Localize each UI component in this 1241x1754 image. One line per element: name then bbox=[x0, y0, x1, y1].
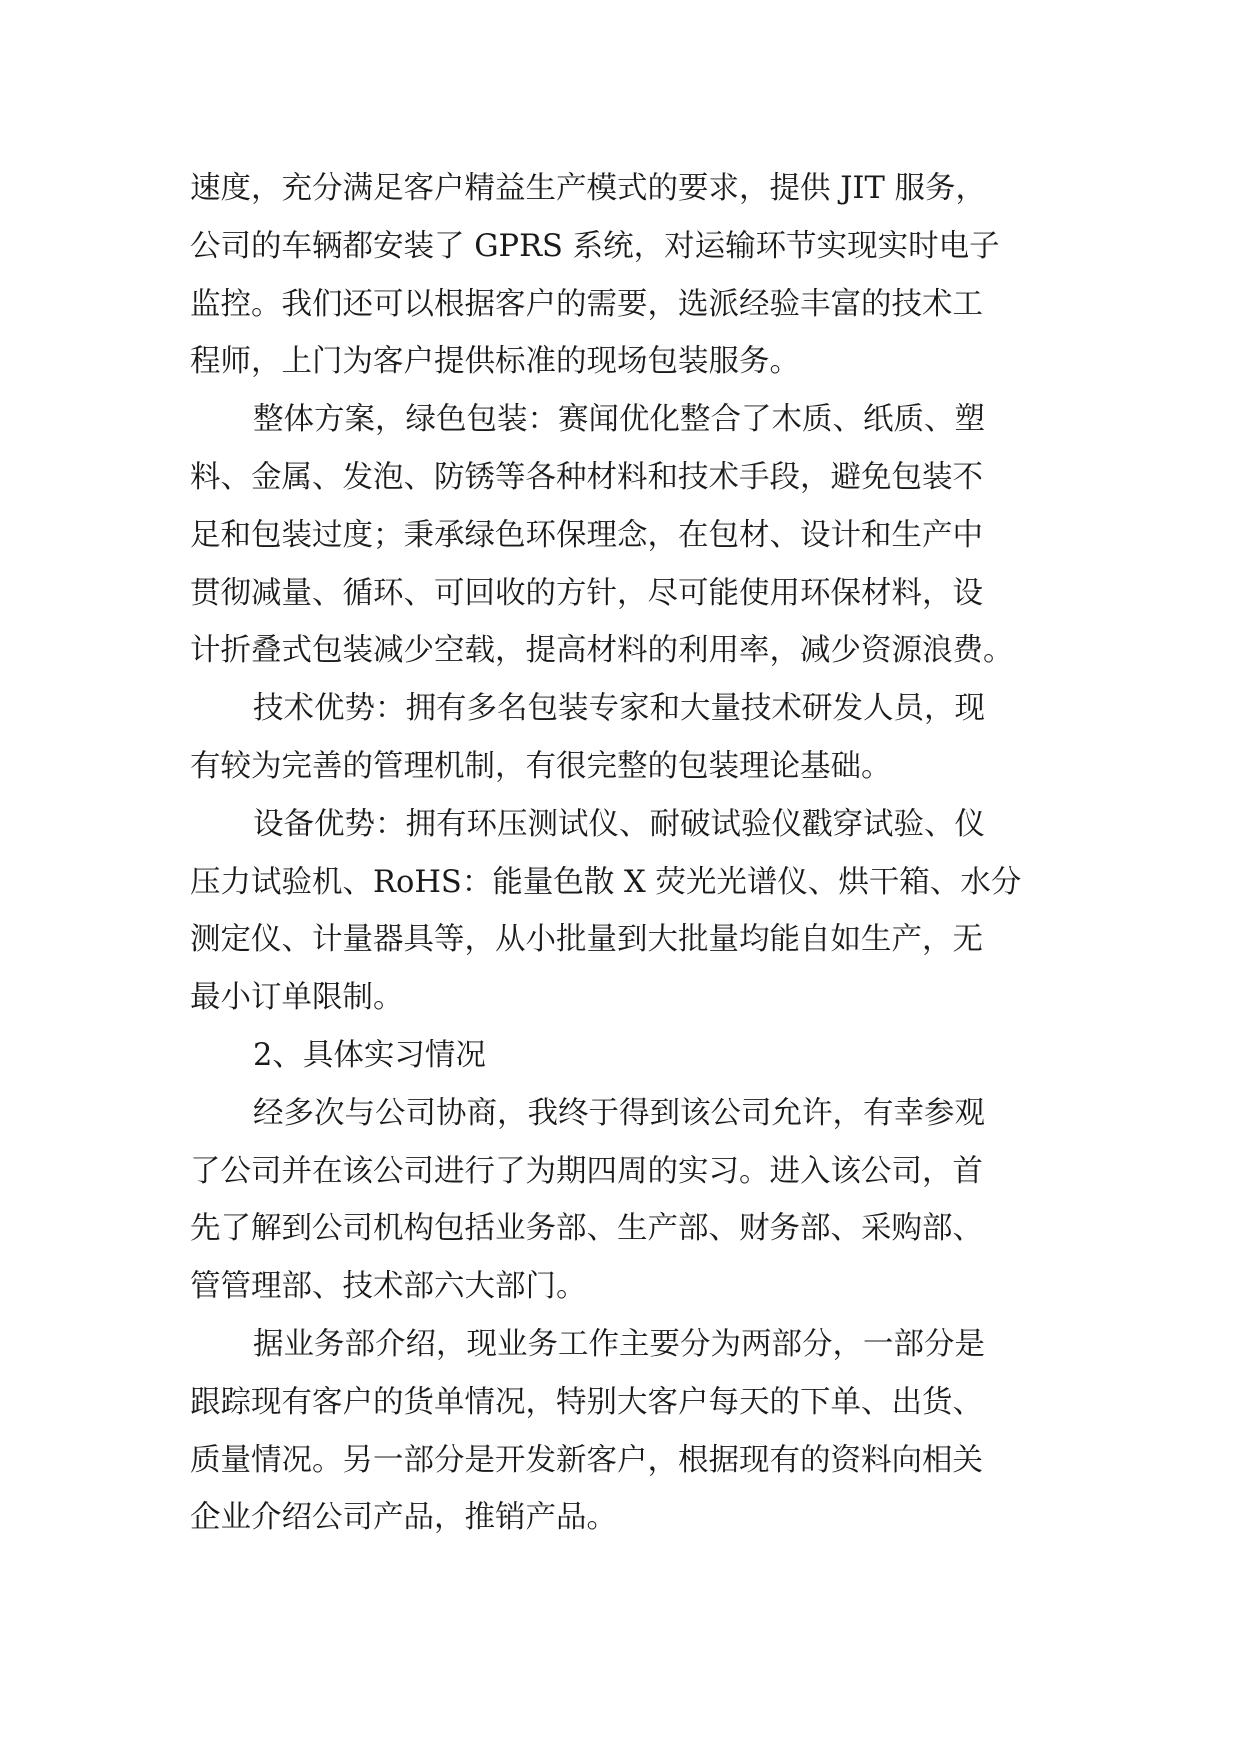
text-line: 公司的车辆都安装了 GPRS 系统，对运输环节实现实时电子 bbox=[190, 228, 1000, 264]
text-line: 料、金属、发泡、防锈等各种材料和技术手段，避免包装不 bbox=[190, 459, 983, 495]
text-line: 有较为完善的管理机制，有很完整的包装理论基础。 bbox=[190, 748, 892, 784]
text-line: 程师，上门为客户提供标准的现场包装服务。 bbox=[190, 344, 800, 380]
paragraph-start-line: 整体方案，绿色包装：赛闻优化整合了木质、纸质、塑 bbox=[253, 402, 985, 438]
text-line: 质量情况。另一部分是开发新客户，根据现有的资料向相关 bbox=[190, 1442, 983, 1478]
text-line: 速度，充分满足客户精益生产模式的要求，提供 JIT 服务， bbox=[190, 171, 987, 206]
text-line: 先了解到公司机构包括业务部、生产部、财务部、采购部、 bbox=[190, 1211, 983, 1247]
text-line: 了公司并在该公司进行了为期四周的实习。进入该公司，首 bbox=[190, 1153, 983, 1189]
text-line: 最小订单限制。 bbox=[190, 980, 404, 1016]
text-line: 企业介绍公司产品，推销产品。 bbox=[190, 1500, 617, 1536]
text-line: 计折叠式包装减少空载，提高材料的利用率，减少资源浪费。 bbox=[190, 633, 1014, 669]
text-line: 管管理部、技术部六大部门。 bbox=[190, 1269, 587, 1305]
paragraph-start-line: 经多次与公司协商，我终于得到该公司允许，有幸参观 bbox=[253, 1095, 985, 1131]
paragraph-start-line: 设备优势：拥有环压测试仪、耐破试验仪戳穿试验、仪 bbox=[253, 806, 985, 842]
text-line: 跟踪现有客户的货单情况，特别大客户每天的下单、出货、 bbox=[190, 1384, 983, 1420]
text-line: 贯彻减量、循环、可回收的方针，尽可能使用环保材料，设 bbox=[190, 575, 983, 611]
section-heading: 2、具体实习情况 bbox=[253, 1037, 486, 1073]
document-body bbox=[190, 160, 1070, 1547]
paragraph-start-line: 据业务部介绍，现业务工作主要分为两部分，一部分是 bbox=[253, 1326, 985, 1362]
text-line: 监控。我们还可以根据客户的需要，选派经验丰富的技术工 bbox=[190, 286, 983, 322]
text-line: 压力试验机、RoHS：能量色散 X 荧光光谱仪、烘干箱、水分 bbox=[190, 864, 1022, 900]
text-line: 测定仪、计量器具等，从小批量到大批量均能自如生产，无 bbox=[190, 922, 983, 958]
paragraph-start-line: 技术优势：拥有多名包装专家和大量技术研发人员，现 bbox=[253, 691, 985, 727]
text-line: 足和包装过度；秉承绿色环保理念，在包材、设计和生产中 bbox=[190, 517, 983, 553]
